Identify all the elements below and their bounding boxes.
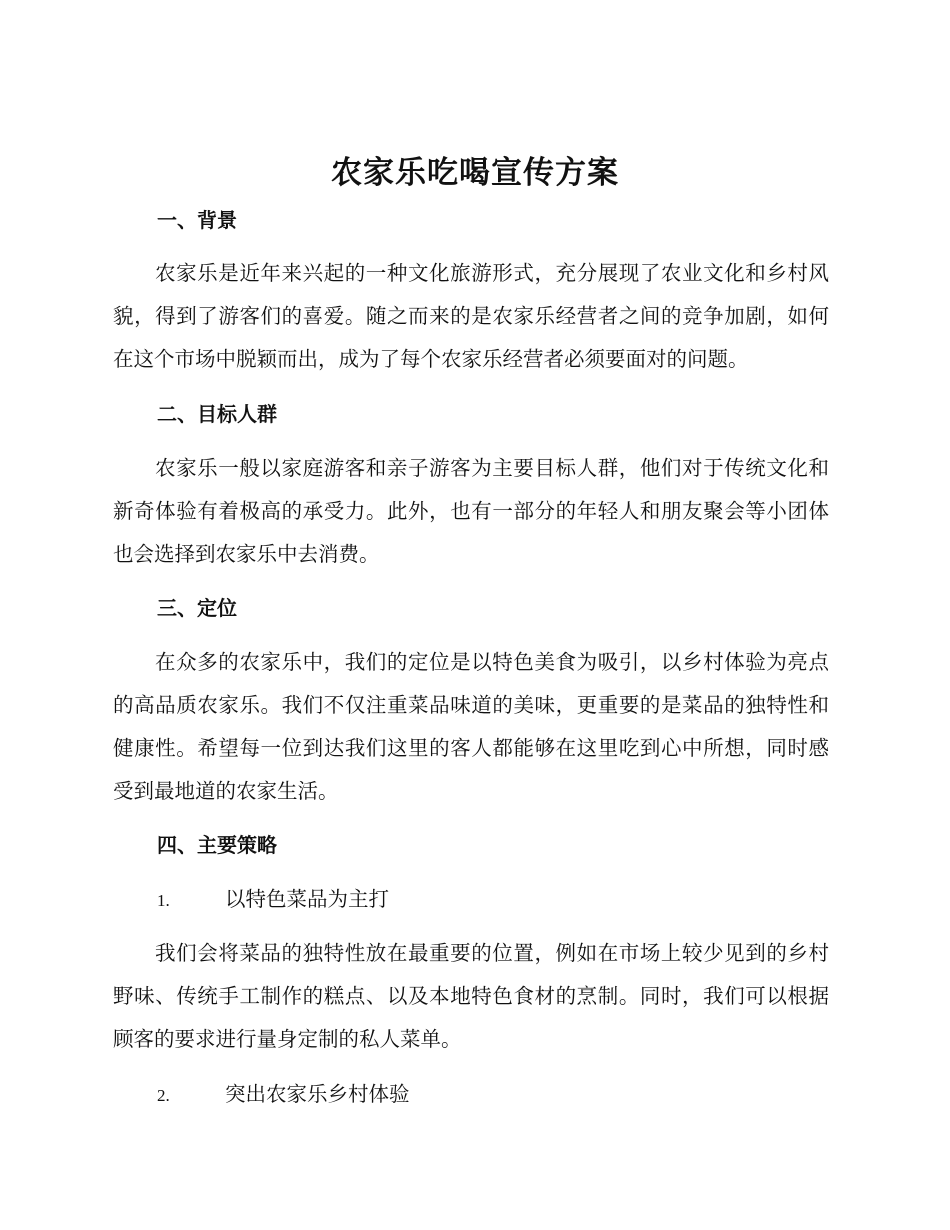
section-heading-target-audience: 二、目标人群	[157, 402, 277, 426]
document-title: 农家乐吃喝宣传方案	[331, 155, 619, 191]
list-item-paragraph: 我们会将菜品的独特性放在最重要的位置，例如在市场上较少见到的乡村野味、传统手工制作的糕点、以及本地特色食材的烹制。同时，我们可以根据顾客的要求进行量身定制的私人菜单。	[113, 941, 829, 1051]
section-heading-background: 一、背景	[157, 208, 237, 232]
section-paragraph-background: 农家乐是近年来兴起的一种文化旅游形式，充分展现了农业文化和乡村风貌，得到了游客们的喜爱。随之而来的是农家乐经营者之间的竞争加剧，如何在这个市场中脱颖而出，成为了每个农家乐经营者必须要面对的问题。	[113, 261, 829, 371]
list-item-label: 以特色菜品为主打	[225, 887, 389, 911]
section-paragraph-target-audience: 农家乐一般以家庭游客和亲子游客为主要目标人群，他们对于传统文化和新奇体验有着极高的承受力。此外，也有一部分的年轻人和朋友聚会等小团体也会选择到农家乐中去消费。	[113, 456, 829, 566]
list-item-number: 2.	[157, 1086, 170, 1105]
list-item-number: 1.	[157, 891, 170, 910]
section-paragraph-positioning: 在众多的农家乐中，我们的定位是以特色美食为吸引，以乡村体验为亮点的高品质农家乐。我们不仅注重菜品味道的美味，更重要的是菜品的独特性和健康性。希望每一位到达我们这里的客人都能够在这里吃到心中所想，同时感受到最地道的农家生活。	[113, 650, 829, 803]
list-item-label: 突出农家乐乡村体验	[225, 1082, 410, 1106]
section-heading-positioning: 三、定位	[157, 596, 237, 620]
section-heading-strategies: 四、主要策略	[157, 833, 277, 857]
